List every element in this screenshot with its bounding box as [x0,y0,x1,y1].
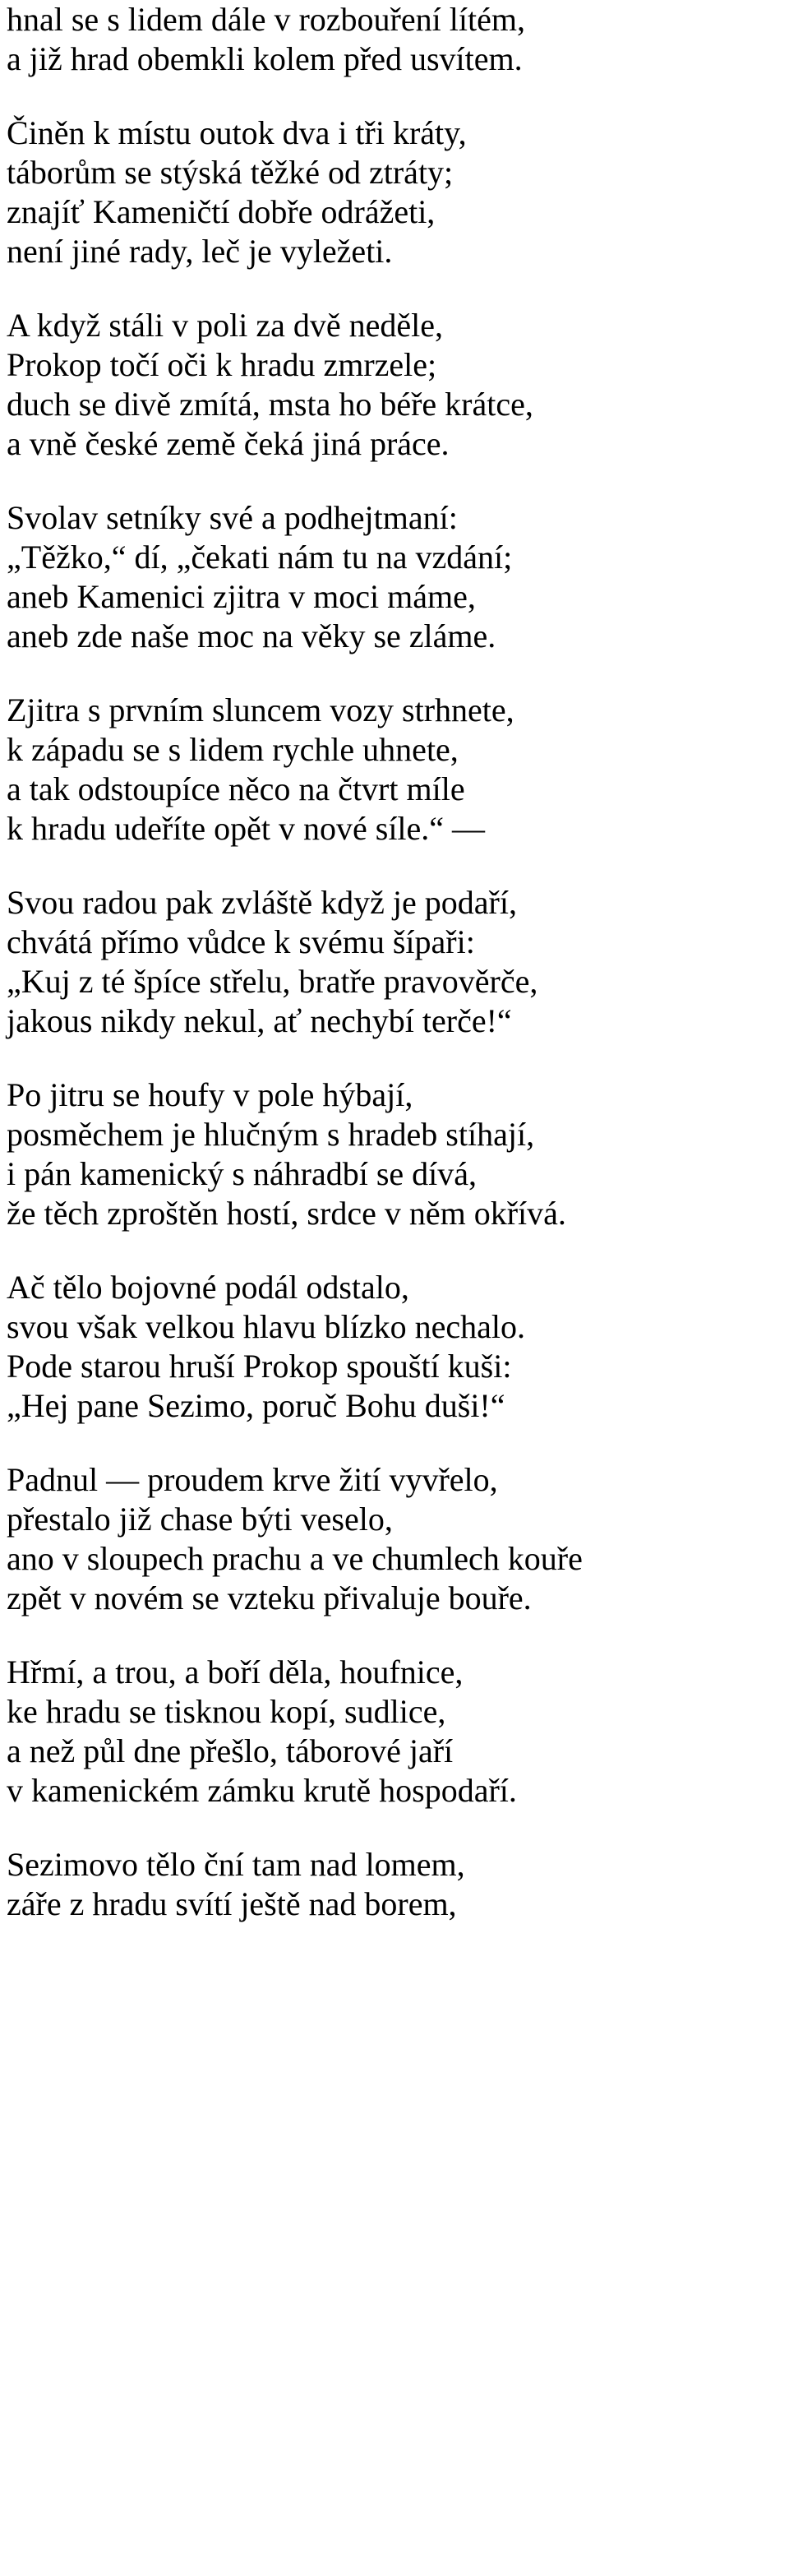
poem-line: Hřmí, a trou, a boří děla, houfnice, [7,1653,464,1690]
poem-line: Zjitra s prvním sluncem vozy strhnete, [7,691,514,728]
poem-line: a již hrad obemkli kolem před usvítem. [7,40,523,77]
poem-line: ke hradu se tisknou kopí, sudlice, [7,1693,446,1730]
poem-line: zpět v novém se vzteku přivaluje bouře. [7,1579,532,1616]
stanza [7,691,787,849]
poem-line: Pode starou hruší Prokop spouští kuši: [7,1348,512,1385]
poem-line: duch se divě zmítá, msta ho béře krátce, [7,386,533,423]
poem-line: přestalo již chase býti veselo, [7,1501,393,1538]
poem-line: hnal se s lidem dále v rozbouření lítém, [7,1,525,38]
poem-line: „Kuj z té špíce střelu, bratře pravověrče, [7,963,538,1000]
poem-line: Prokop točí oči k hradu zmrzele; [7,346,437,383]
stanza [7,1460,787,1618]
poem-line: není jiné rady, leč je vyležeti. [7,233,393,270]
poem-line: A když stáli v poli za dvě neděle, [7,307,443,344]
poem-line: „Těžko,“ dí, „čekati nám tu na vzdání; [7,539,513,576]
poem-line: chvátá přímo vůdce k svému šípaři: [7,923,475,960]
poem-line: k západu se s lidem rychle uhnete, [7,731,459,768]
poem-line: Svolav setníky své a podhejtmaní: [7,499,458,536]
poem-line: i pán kamenický s náhradbí se dívá, [7,1155,478,1192]
poem-line: záře z hradu svítí ještě nad borem, [7,1885,457,1922]
stanza [7,498,787,656]
poem-line: svou však velkou hlavu blízko nechalo. [7,1308,525,1345]
stanza [7,113,787,271]
poem-line: a než půl dne přešlo, táborové jaří [7,1732,454,1769]
poem-line: aneb zde naše moc na věky se zláme. [7,617,496,654]
poem-line: aneb Kamenici zjitra v moci máme, [7,578,476,615]
poem-line: táborům se stýská těžké od ztráty; [7,154,454,191]
poem-line: Činěn k místu outok dva i tři kráty, [7,114,467,151]
stanza [7,0,787,79]
stanza [7,1653,787,1811]
poem-line: znajíť Kameničtí dobře odrážeti, [7,193,436,230]
poem-line: v kamenickém zámku krutě hospodaří. [7,1772,517,1809]
poem-line: Sezimovo tělo ční tam nad lomem, [7,1846,465,1883]
poem-line: Svou radou pak zvláště když je podaří, [7,884,517,921]
poem-line: a vně české země čeká jiná práce. [7,425,450,462]
stanza [7,1075,787,1233]
poem-line: ano v sloupech prachu a ve chumlech kouře [7,1540,583,1577]
stanza [7,1845,787,1924]
poem-line: „Hej pane Sezimo, poruč Bohu duši!“ [7,1387,505,1424]
stanza [7,883,787,1041]
poem-line: k hradu udeříte opět v nové síle.“ — [7,810,486,847]
poem-line: Po jitru se houfy v pole hýbají, [7,1076,413,1113]
poem-line: jakous nikdy nekul, ať nechybí terče!“ [7,1002,512,1039]
poem-text [7,0,787,1959]
poem-line: posměchem je hlučným s hradeb stíhají, [7,1116,535,1153]
poem-line: a tak odstoupíce něco na čtvrt míle [7,770,465,807]
poem-line: Padnul — proudem krve žití vyvřelo, [7,1461,498,1498]
poem-line: že těch zproštěn hostí, srdce v něm okřívá. [7,1195,566,1232]
stanza [7,1268,787,1426]
stanza [7,306,787,464]
poem-line: Ač tělo bojovné podál odstalo, [7,1269,409,1306]
